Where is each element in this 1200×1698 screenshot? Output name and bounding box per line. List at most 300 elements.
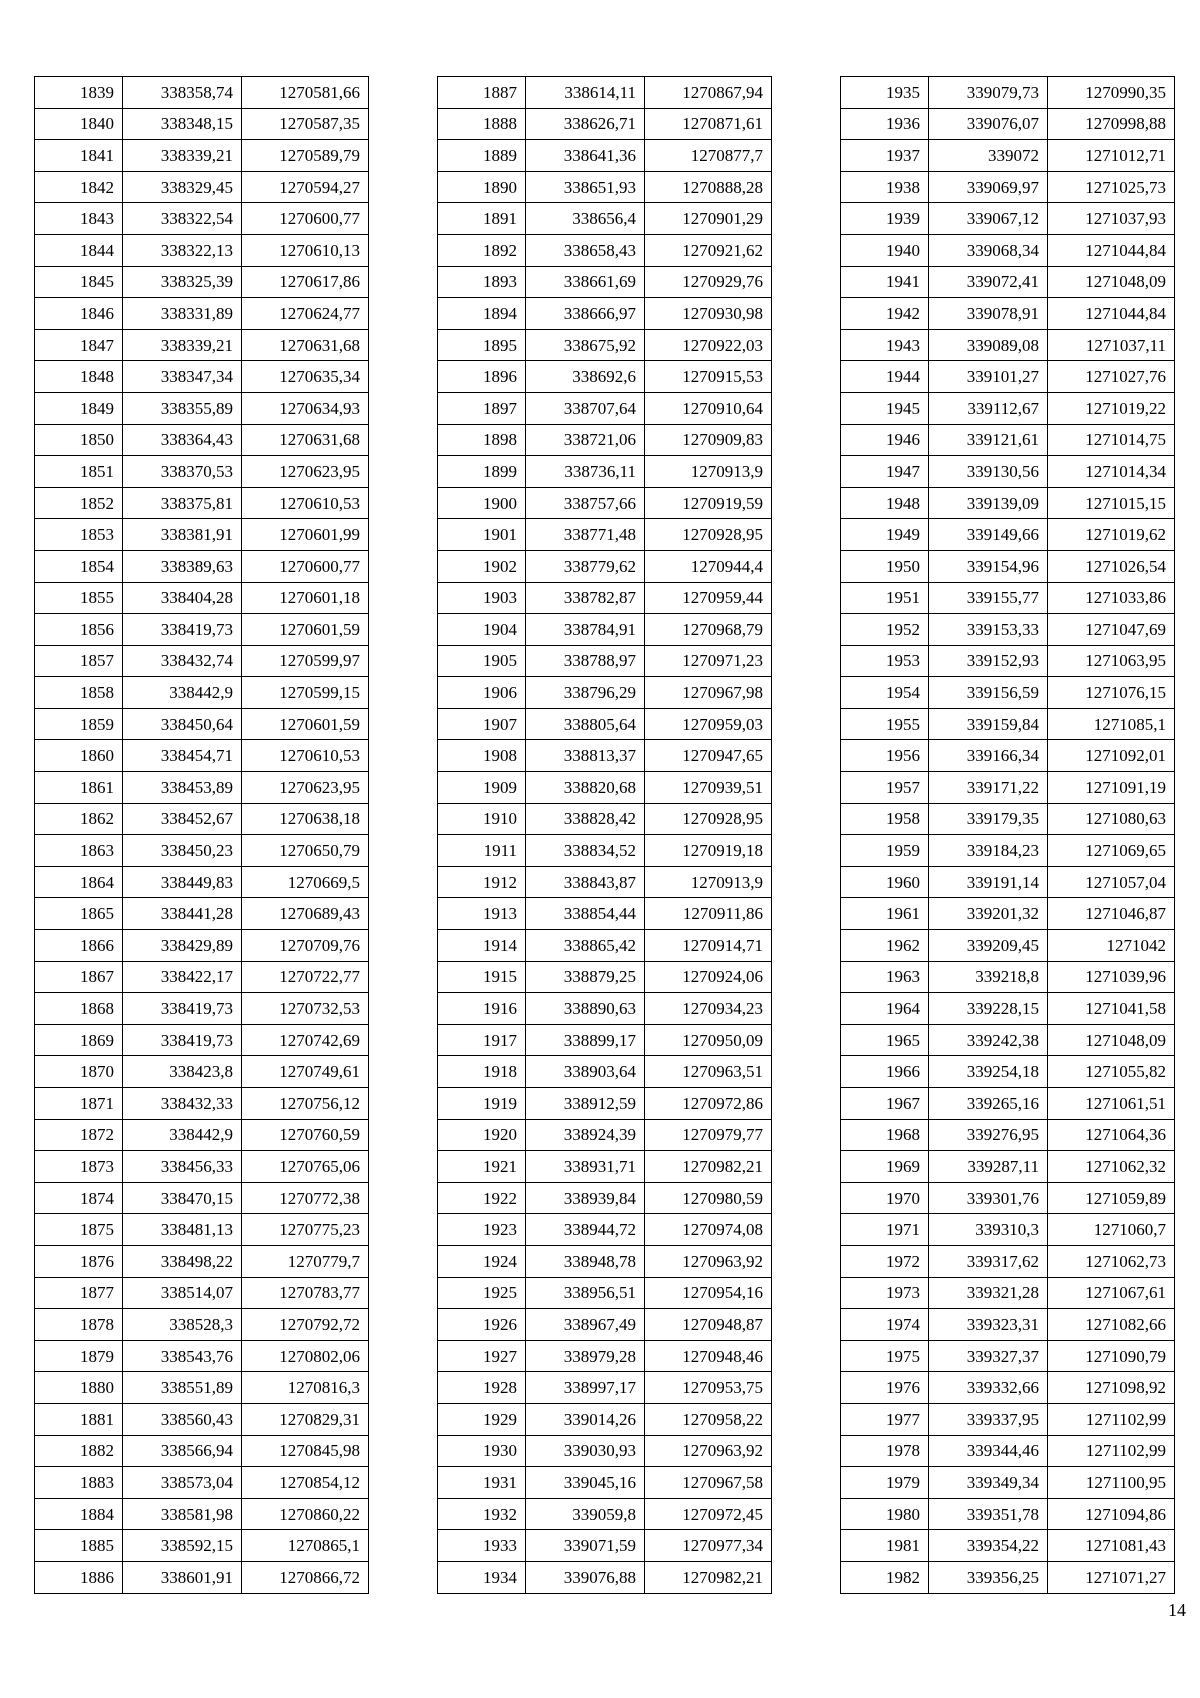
x-coordinate-cell: 339265,16 xyxy=(929,1088,1048,1120)
x-coordinate-cell: 338948,78 xyxy=(526,1245,645,1277)
x-coordinate-cell: 339354,22 xyxy=(929,1530,1048,1562)
point-number-cell: 1851 xyxy=(35,456,123,488)
point-number-cell: 1863 xyxy=(35,835,123,867)
x-coordinate-cell: 338771,48 xyxy=(526,519,645,551)
x-coordinate-cell: 339166,34 xyxy=(929,740,1048,772)
x-coordinate-cell: 339323,31 xyxy=(929,1309,1048,1341)
y-coordinate-cell: 1271091,19 xyxy=(1048,772,1175,804)
y-coordinate-cell: 1271094,86 xyxy=(1048,1498,1175,1530)
y-coordinate-cell: 1270871,61 xyxy=(645,108,772,140)
y-coordinate-cell: 1270982,21 xyxy=(645,1151,772,1183)
y-coordinate-cell: 1270779,7 xyxy=(242,1245,369,1277)
y-coordinate-cell: 1270854,12 xyxy=(242,1467,369,1499)
x-coordinate-cell: 339078,91 xyxy=(929,298,1048,330)
y-coordinate-cell: 1270928,95 xyxy=(645,803,772,835)
point-number-cell: 1945 xyxy=(841,392,929,424)
x-coordinate-cell: 338614,11 xyxy=(526,77,645,109)
table-row xyxy=(841,487,1175,519)
y-coordinate-cell: 1271060,7 xyxy=(1048,1214,1175,1246)
x-coordinate-cell: 339327,37 xyxy=(929,1340,1048,1372)
point-number-cell: 1889 xyxy=(438,140,526,172)
point-number-cell: 1839 xyxy=(35,77,123,109)
x-coordinate-cell: 339218,8 xyxy=(929,961,1048,993)
x-coordinate-cell: 338626,71 xyxy=(526,108,645,140)
point-number-cell: 1981 xyxy=(841,1530,929,1562)
x-coordinate-cell: 338675,92 xyxy=(526,329,645,361)
x-coordinate-cell: 338956,51 xyxy=(526,1277,645,1309)
point-number-cell: 1957 xyxy=(841,772,929,804)
y-coordinate-cell: 1270601,18 xyxy=(242,582,369,614)
x-coordinate-cell: 338370,53 xyxy=(123,456,242,488)
x-coordinate-cell: 338543,76 xyxy=(123,1340,242,1372)
table-row xyxy=(35,1498,369,1530)
point-number-cell: 1904 xyxy=(438,614,526,646)
table-row xyxy=(841,1182,1175,1214)
table-row xyxy=(841,582,1175,614)
x-coordinate-cell: 339179,35 xyxy=(929,803,1048,835)
y-coordinate-cell: 1270635,34 xyxy=(242,361,369,393)
x-coordinate-cell: 339030,93 xyxy=(526,1435,645,1467)
table-row xyxy=(841,835,1175,867)
x-coordinate-cell: 338364,43 xyxy=(123,424,242,456)
point-number-cell: 1843 xyxy=(35,203,123,235)
y-coordinate-cell: 1270867,94 xyxy=(645,77,772,109)
x-coordinate-cell: 339089,08 xyxy=(929,329,1048,361)
table-row xyxy=(841,708,1175,740)
x-coordinate-cell: 339356,25 xyxy=(929,1561,1048,1593)
x-coordinate-cell: 338452,67 xyxy=(123,803,242,835)
x-coordinate-cell: 339228,15 xyxy=(929,993,1048,1025)
point-number-cell: 1858 xyxy=(35,677,123,709)
point-number-cell: 1970 xyxy=(841,1182,929,1214)
x-coordinate-cell: 338449,83 xyxy=(123,866,242,898)
y-coordinate-cell: 1270860,22 xyxy=(242,1498,369,1530)
point-number-cell: 1864 xyxy=(35,866,123,898)
y-coordinate-cell: 1271067,61 xyxy=(1048,1277,1175,1309)
table-row xyxy=(35,1119,369,1151)
point-number-cell: 1936 xyxy=(841,108,929,140)
x-coordinate-cell: 339321,28 xyxy=(929,1277,1048,1309)
table-row xyxy=(841,645,1175,677)
y-coordinate-cell: 1270971,23 xyxy=(645,645,772,677)
point-number-cell: 1971 xyxy=(841,1214,929,1246)
table-row xyxy=(35,171,369,203)
table-row xyxy=(438,1340,772,1372)
table-row xyxy=(35,140,369,172)
point-number-cell: 1924 xyxy=(438,1245,526,1277)
y-coordinate-cell: 1270954,16 xyxy=(645,1277,772,1309)
point-number-cell: 1875 xyxy=(35,1214,123,1246)
table-row xyxy=(35,456,369,488)
y-coordinate-cell: 1270732,53 xyxy=(242,993,369,1025)
x-coordinate-cell: 338429,89 xyxy=(123,930,242,962)
point-number-cell: 1894 xyxy=(438,298,526,330)
point-number-cell: 1966 xyxy=(841,1056,929,1088)
table-row xyxy=(438,772,772,804)
point-number-cell: 1921 xyxy=(438,1151,526,1183)
table-row xyxy=(35,740,369,772)
point-number-cell: 1880 xyxy=(35,1372,123,1404)
x-coordinate-cell: 338912,59 xyxy=(526,1088,645,1120)
point-number-cell: 1866 xyxy=(35,930,123,962)
point-number-cell: 1947 xyxy=(841,456,929,488)
table-row xyxy=(35,108,369,140)
point-number-cell: 1903 xyxy=(438,582,526,614)
table-row xyxy=(841,203,1175,235)
x-coordinate-cell: 339121,61 xyxy=(929,424,1048,456)
table-row xyxy=(438,740,772,772)
point-number-cell: 1977 xyxy=(841,1403,929,1435)
table-row xyxy=(438,677,772,709)
x-coordinate-cell: 339351,78 xyxy=(929,1498,1048,1530)
x-coordinate-cell: 338979,28 xyxy=(526,1340,645,1372)
point-number-cell: 1888 xyxy=(438,108,526,140)
y-coordinate-cell: 1271092,01 xyxy=(1048,740,1175,772)
table-row xyxy=(438,171,772,203)
table-row xyxy=(438,203,772,235)
x-coordinate-cell: 338581,98 xyxy=(123,1498,242,1530)
x-coordinate-cell: 338325,39 xyxy=(123,266,242,298)
y-coordinate-cell: 1270631,68 xyxy=(242,329,369,361)
point-number-cell: 1905 xyxy=(438,645,526,677)
point-number-cell: 1855 xyxy=(35,582,123,614)
table-row xyxy=(841,1467,1175,1499)
x-coordinate-cell: 339155,77 xyxy=(929,582,1048,614)
table-row xyxy=(841,677,1175,709)
table-row xyxy=(841,772,1175,804)
table-row xyxy=(35,1024,369,1056)
x-coordinate-cell: 338339,21 xyxy=(123,140,242,172)
point-number-cell: 1902 xyxy=(438,550,526,582)
point-number-cell: 1844 xyxy=(35,234,123,266)
point-number-cell: 1856 xyxy=(35,614,123,646)
y-coordinate-cell: 1270914,71 xyxy=(645,930,772,962)
table-row xyxy=(438,835,772,867)
y-coordinate-cell: 1270689,43 xyxy=(242,898,369,930)
x-coordinate-cell: 338419,73 xyxy=(123,993,242,1025)
y-coordinate-cell: 1270998,88 xyxy=(1048,108,1175,140)
table-row xyxy=(438,1245,772,1277)
x-coordinate-cell: 338375,81 xyxy=(123,487,242,519)
coordinate-table-1 xyxy=(34,76,369,1594)
table-row xyxy=(841,1309,1175,1341)
point-number-cell: 1932 xyxy=(438,1498,526,1530)
y-coordinate-cell: 1271081,43 xyxy=(1048,1530,1175,1562)
x-coordinate-cell: 339191,14 xyxy=(929,866,1048,898)
y-coordinate-cell: 1270772,38 xyxy=(242,1182,369,1214)
table-row xyxy=(841,266,1175,298)
point-number-cell: 1868 xyxy=(35,993,123,1025)
x-coordinate-cell: 338551,89 xyxy=(123,1372,242,1404)
table-row xyxy=(841,550,1175,582)
table-row xyxy=(841,866,1175,898)
point-number-cell: 1967 xyxy=(841,1088,929,1120)
point-number-cell: 1877 xyxy=(35,1277,123,1309)
table-row xyxy=(35,930,369,962)
table-row xyxy=(841,1372,1175,1404)
x-coordinate-cell: 338779,62 xyxy=(526,550,645,582)
point-number-cell: 1960 xyxy=(841,866,929,898)
table-row xyxy=(438,456,772,488)
table-row xyxy=(35,1309,369,1341)
table-row xyxy=(35,866,369,898)
y-coordinate-cell: 1270924,06 xyxy=(645,961,772,993)
x-coordinate-cell: 338573,04 xyxy=(123,1467,242,1499)
y-coordinate-cell: 1270901,29 xyxy=(645,203,772,235)
y-coordinate-cell: 1271102,99 xyxy=(1048,1403,1175,1435)
y-coordinate-cell: 1271085,1 xyxy=(1048,708,1175,740)
table-row xyxy=(841,1245,1175,1277)
table-row xyxy=(35,1530,369,1562)
x-coordinate-cell: 338481,13 xyxy=(123,1214,242,1246)
y-coordinate-cell: 1271076,15 xyxy=(1048,677,1175,709)
x-coordinate-cell: 338592,15 xyxy=(123,1530,242,1562)
y-coordinate-cell: 1271046,87 xyxy=(1048,898,1175,930)
y-coordinate-cell: 1270963,92 xyxy=(645,1245,772,1277)
x-coordinate-cell: 338348,15 xyxy=(123,108,242,140)
table-row xyxy=(841,1056,1175,1088)
y-coordinate-cell: 1270929,76 xyxy=(645,266,772,298)
y-coordinate-cell: 1271064,36 xyxy=(1048,1119,1175,1151)
x-coordinate-cell: 338666,97 xyxy=(526,298,645,330)
table-row xyxy=(438,140,772,172)
y-coordinate-cell: 1270624,77 xyxy=(242,298,369,330)
x-coordinate-cell: 339349,34 xyxy=(929,1467,1048,1499)
point-number-cell: 1916 xyxy=(438,993,526,1025)
y-coordinate-cell: 1270922,03 xyxy=(645,329,772,361)
table-row xyxy=(438,1214,772,1246)
y-coordinate-cell: 1270948,87 xyxy=(645,1309,772,1341)
y-coordinate-cell: 1271059,89 xyxy=(1048,1182,1175,1214)
table-row xyxy=(438,1088,772,1120)
x-coordinate-cell: 339337,95 xyxy=(929,1403,1048,1435)
y-coordinate-cell: 1270599,97 xyxy=(242,645,369,677)
table-row xyxy=(841,961,1175,993)
point-number-cell: 1887 xyxy=(438,77,526,109)
x-coordinate-cell: 338514,07 xyxy=(123,1277,242,1309)
table-row xyxy=(438,993,772,1025)
y-coordinate-cell: 1270709,76 xyxy=(242,930,369,962)
table-row xyxy=(35,772,369,804)
y-coordinate-cell: 1270634,93 xyxy=(242,392,369,424)
x-coordinate-cell: 338389,63 xyxy=(123,550,242,582)
y-coordinate-cell: 1270977,34 xyxy=(645,1530,772,1562)
table-row xyxy=(438,1151,772,1183)
table-row xyxy=(35,519,369,551)
y-coordinate-cell: 1270939,51 xyxy=(645,772,772,804)
point-number-cell: 1884 xyxy=(35,1498,123,1530)
x-coordinate-cell: 338721,06 xyxy=(526,424,645,456)
y-coordinate-cell: 1271082,66 xyxy=(1048,1309,1175,1341)
point-number-cell: 1885 xyxy=(35,1530,123,1562)
point-number-cell: 1876 xyxy=(35,1245,123,1277)
table-row xyxy=(841,234,1175,266)
x-coordinate-cell: 338805,64 xyxy=(526,708,645,740)
table-row xyxy=(35,582,369,614)
y-coordinate-cell: 1270919,59 xyxy=(645,487,772,519)
x-coordinate-cell: 339184,23 xyxy=(929,835,1048,867)
table-row xyxy=(841,1561,1175,1593)
point-number-cell: 1872 xyxy=(35,1119,123,1151)
x-coordinate-cell: 338828,42 xyxy=(526,803,645,835)
y-coordinate-cell: 1270792,72 xyxy=(242,1309,369,1341)
y-coordinate-cell: 1271041,58 xyxy=(1048,993,1175,1025)
point-number-cell: 1908 xyxy=(438,740,526,772)
x-coordinate-cell: 338879,25 xyxy=(526,961,645,993)
point-number-cell: 1857 xyxy=(35,645,123,677)
x-coordinate-cell: 338432,74 xyxy=(123,645,242,677)
table-row xyxy=(841,1151,1175,1183)
point-number-cell: 1852 xyxy=(35,487,123,519)
table-row xyxy=(438,1277,772,1309)
x-coordinate-cell: 339171,22 xyxy=(929,772,1048,804)
point-number-cell: 1953 xyxy=(841,645,929,677)
table-row xyxy=(35,993,369,1025)
table-row xyxy=(35,708,369,740)
x-coordinate-cell: 338419,73 xyxy=(123,614,242,646)
table-row xyxy=(841,329,1175,361)
x-coordinate-cell: 339071,59 xyxy=(526,1530,645,1562)
y-coordinate-cell: 1270610,53 xyxy=(242,740,369,772)
x-coordinate-cell: 338788,97 xyxy=(526,645,645,677)
y-coordinate-cell: 1270982,21 xyxy=(645,1561,772,1593)
point-number-cell: 1929 xyxy=(438,1403,526,1435)
point-number-cell: 1959 xyxy=(841,835,929,867)
point-number-cell: 1917 xyxy=(438,1024,526,1056)
table-row xyxy=(438,1056,772,1088)
y-coordinate-cell: 1271025,73 xyxy=(1048,171,1175,203)
point-number-cell: 1878 xyxy=(35,1309,123,1341)
table-row xyxy=(438,487,772,519)
point-number-cell: 1979 xyxy=(841,1467,929,1499)
y-coordinate-cell: 1271012,71 xyxy=(1048,140,1175,172)
x-coordinate-cell: 338322,13 xyxy=(123,234,242,266)
y-coordinate-cell: 1270963,92 xyxy=(645,1435,772,1467)
point-number-cell: 1922 xyxy=(438,1182,526,1214)
point-number-cell: 1978 xyxy=(841,1435,929,1467)
table-row xyxy=(841,108,1175,140)
point-number-cell: 1853 xyxy=(35,519,123,551)
table-row xyxy=(438,392,772,424)
table-row xyxy=(35,614,369,646)
x-coordinate-cell: 338566,94 xyxy=(123,1435,242,1467)
point-number-cell: 1982 xyxy=(841,1561,929,1593)
point-number-cell: 1980 xyxy=(841,1498,929,1530)
x-coordinate-cell: 338322,54 xyxy=(123,203,242,235)
y-coordinate-cell: 1270600,77 xyxy=(242,203,369,235)
point-number-cell: 1923 xyxy=(438,1214,526,1246)
point-number-cell: 1943 xyxy=(841,329,929,361)
y-coordinate-cell: 1270919,18 xyxy=(645,835,772,867)
table-row xyxy=(35,550,369,582)
table-row xyxy=(35,1435,369,1467)
point-number-cell: 1859 xyxy=(35,708,123,740)
table-row xyxy=(841,171,1175,203)
y-coordinate-cell: 1270601,99 xyxy=(242,519,369,551)
point-number-cell: 1883 xyxy=(35,1467,123,1499)
point-number-cell: 1841 xyxy=(35,140,123,172)
point-number-cell: 1862 xyxy=(35,803,123,835)
point-number-cell: 1914 xyxy=(438,930,526,962)
y-coordinate-cell: 1270865,1 xyxy=(242,1530,369,1562)
table-row xyxy=(438,1403,772,1435)
x-coordinate-cell: 338692,6 xyxy=(526,361,645,393)
point-number-cell: 1954 xyxy=(841,677,929,709)
x-coordinate-cell: 338843,87 xyxy=(526,866,645,898)
x-coordinate-cell: 338854,44 xyxy=(526,898,645,930)
table-row xyxy=(841,456,1175,488)
y-coordinate-cell: 1271069,65 xyxy=(1048,835,1175,867)
y-coordinate-cell: 1270601,59 xyxy=(242,708,369,740)
y-coordinate-cell: 1270783,77 xyxy=(242,1277,369,1309)
table-row xyxy=(35,266,369,298)
y-coordinate-cell: 1270623,95 xyxy=(242,456,369,488)
coordinate-table-2 xyxy=(437,76,772,1594)
y-coordinate-cell: 1270967,98 xyxy=(645,677,772,709)
point-number-cell: 1867 xyxy=(35,961,123,993)
table-row xyxy=(438,1309,772,1341)
x-coordinate-cell: 338470,15 xyxy=(123,1182,242,1214)
point-number-cell: 1918 xyxy=(438,1056,526,1088)
table-row xyxy=(438,1119,772,1151)
y-coordinate-cell: 1270638,18 xyxy=(242,803,369,835)
y-coordinate-cell: 1271098,92 xyxy=(1048,1372,1175,1404)
point-number-cell: 1865 xyxy=(35,898,123,930)
point-number-cell: 1849 xyxy=(35,392,123,424)
x-coordinate-cell: 338560,43 xyxy=(123,1403,242,1435)
point-number-cell: 1848 xyxy=(35,361,123,393)
x-coordinate-cell: 338890,63 xyxy=(526,993,645,1025)
y-coordinate-cell: 1271071,27 xyxy=(1048,1561,1175,1593)
y-coordinate-cell: 1270953,75 xyxy=(645,1372,772,1404)
x-coordinate-cell: 339112,67 xyxy=(929,392,1048,424)
table-row xyxy=(841,1403,1175,1435)
point-number-cell: 1900 xyxy=(438,487,526,519)
x-coordinate-cell: 338865,42 xyxy=(526,930,645,962)
table-row xyxy=(438,361,772,393)
table-row xyxy=(35,203,369,235)
table-row xyxy=(35,1340,369,1372)
y-coordinate-cell: 1271090,79 xyxy=(1048,1340,1175,1372)
page-number: 14 xyxy=(1168,1600,1186,1620)
table-row xyxy=(841,140,1175,172)
x-coordinate-cell: 338997,17 xyxy=(526,1372,645,1404)
table-row xyxy=(841,740,1175,772)
table-row xyxy=(35,645,369,677)
y-coordinate-cell: 1270928,95 xyxy=(645,519,772,551)
y-coordinate-cell: 1270617,86 xyxy=(242,266,369,298)
point-number-cell: 1961 xyxy=(841,898,929,930)
table-row xyxy=(35,424,369,456)
x-coordinate-cell: 339059,8 xyxy=(526,1498,645,1530)
x-coordinate-cell: 338339,21 xyxy=(123,329,242,361)
y-coordinate-cell: 1270990,35 xyxy=(1048,77,1175,109)
x-coordinate-cell: 338358,74 xyxy=(123,77,242,109)
x-coordinate-cell: 338813,37 xyxy=(526,740,645,772)
table-row xyxy=(438,930,772,962)
y-coordinate-cell: 1270963,51 xyxy=(645,1056,772,1088)
point-number-cell: 1919 xyxy=(438,1088,526,1120)
point-number-cell: 1915 xyxy=(438,961,526,993)
table-row xyxy=(35,329,369,361)
point-number-cell: 1930 xyxy=(438,1435,526,1467)
table-row xyxy=(438,866,772,898)
y-coordinate-cell: 1270775,23 xyxy=(242,1214,369,1246)
y-coordinate-cell: 1271102,99 xyxy=(1048,1435,1175,1467)
x-coordinate-cell: 338498,22 xyxy=(123,1245,242,1277)
point-number-cell: 1907 xyxy=(438,708,526,740)
point-number-cell: 1956 xyxy=(841,740,929,772)
